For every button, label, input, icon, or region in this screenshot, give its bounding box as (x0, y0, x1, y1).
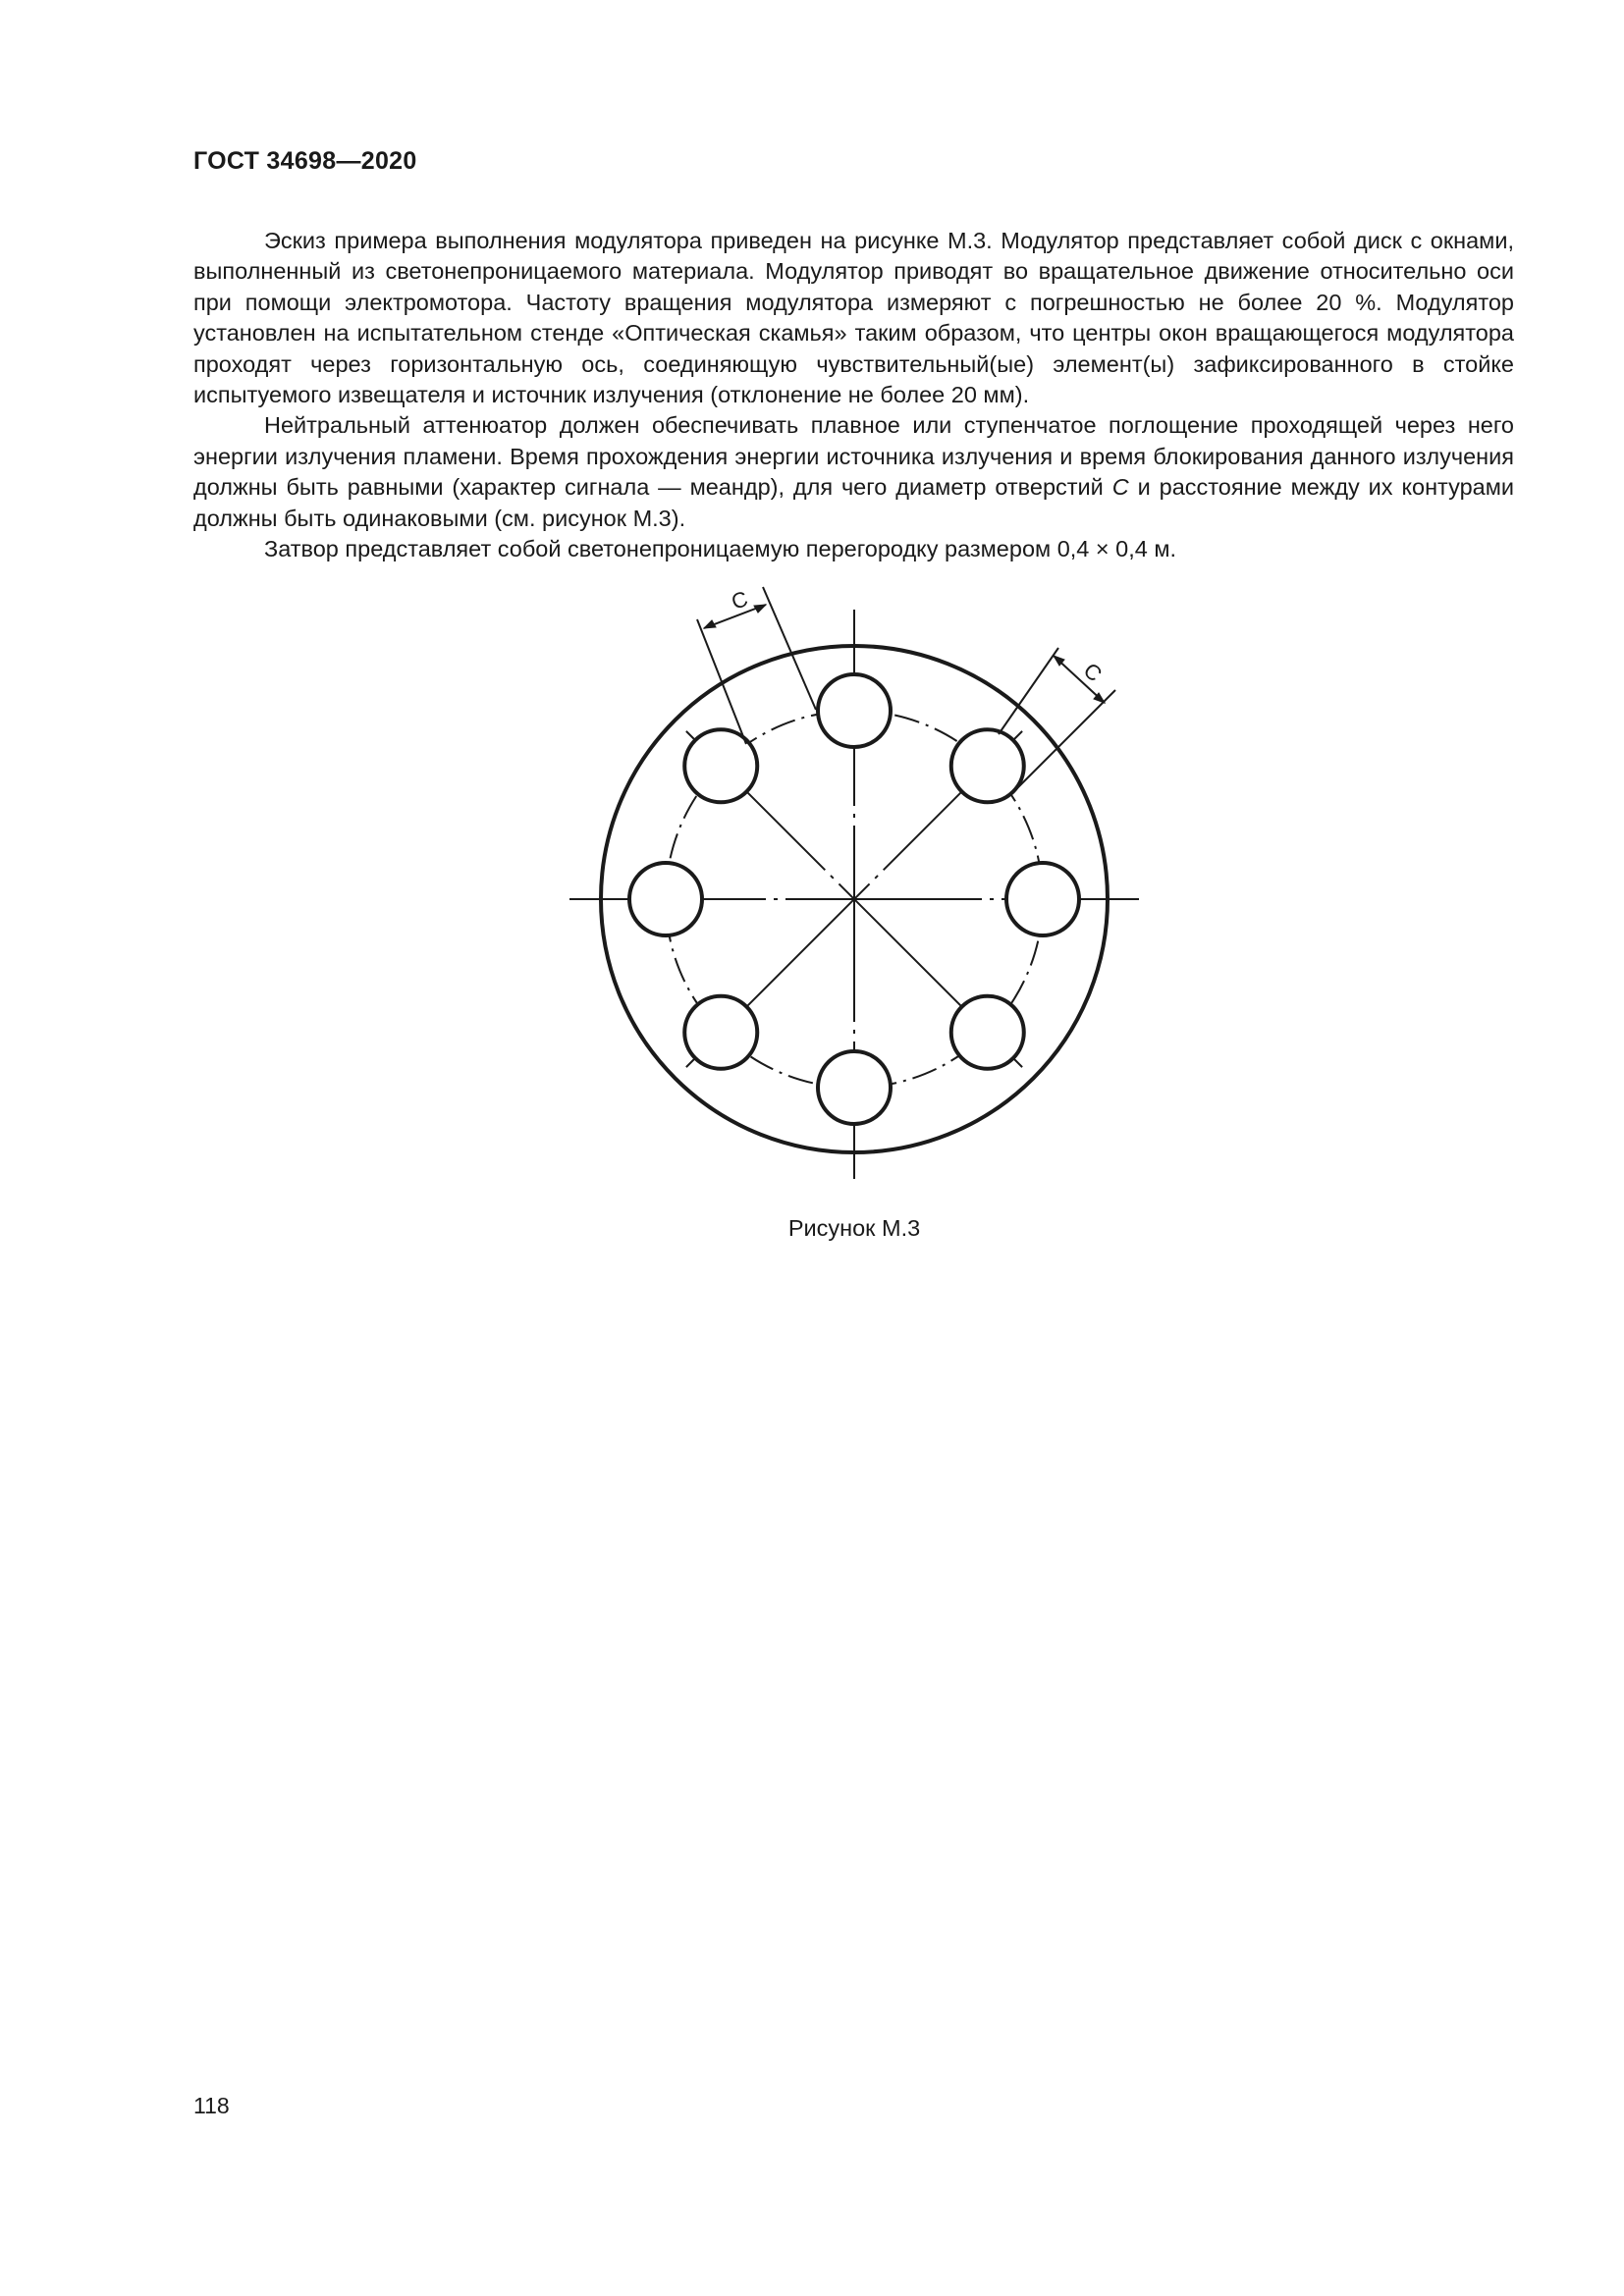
paragraph-shutter: Затвор представляет собой светонепроницаемую перегородку размером 0,4 × 0,4 м. (264, 536, 1177, 562)
document-header: ГОСТ 34698—2020 (193, 147, 417, 175)
page-number: 118 (193, 2093, 230, 2118)
window-hole-5 (629, 863, 702, 935)
window-hole-6 (684, 996, 757, 1069)
modulator-drawing (560, 577, 1149, 1186)
extension-line-left-2 (697, 619, 746, 744)
window-hole-4 (684, 729, 757, 802)
arrow-left-b (754, 605, 766, 613)
paragraph-modulator: Эскиз примера выполнения модулятора приведен на рисунке М.3. Модулятор представляет собой диск с окнами, выполненный из светонепроницаемого материала. Модулятор приводят во вращательное движение относительно оси при помощи электромотора. Частоту вращения модулятора измеряют с погрешностью не более 20 %. Модулятор установлен на испытательном стенде «Оптическая скамья» таким образом, что центры окон вращающегося модулятора проходят через горизонтальную ось, соединяющую чувствительный(ые) элемент(ы) зафиксированного в стойке испытуемого извещателя и источник излучения (отклонение не более 20 мм). (193, 228, 1514, 408)
window-hole-8 (951, 996, 1024, 1069)
body-text (193, 226, 1514, 564)
paragraph-attenuator (193, 410, 1514, 534)
window-hole-7 (818, 1051, 891, 1124)
extension-line-right-2 (1017, 690, 1115, 788)
window-hole-2 (951, 729, 1024, 802)
window-hole-1 (1006, 863, 1079, 935)
window-hole-3 (818, 674, 891, 747)
extension-line-right-1 (999, 648, 1058, 734)
dimension-label-c-left: C (728, 586, 751, 614)
arrow-left-a (704, 620, 716, 628)
figure-m3 (560, 577, 1149, 1186)
paragraph-attenuator-tail: и расстояние между их контурами должны быть одинаковыми (см. рисунок М.3). (193, 474, 1514, 531)
figure-caption: Рисунок М.3 (787, 1215, 921, 1241)
paragraph-attenuator-text: Нейтральный аттенюатор должен обеспечивать плавное или ступенчатое поглощение проходящей через него энергии излучения пламени. Время прохождения энергии источника излучения и время блокирования данного излучения должны быть равными (характер сигнала — меандр), для чего диаметр отверстий (193, 412, 1514, 501)
dimension-label-c-right: C (1078, 658, 1108, 687)
symbol-c: C (1111, 474, 1129, 501)
